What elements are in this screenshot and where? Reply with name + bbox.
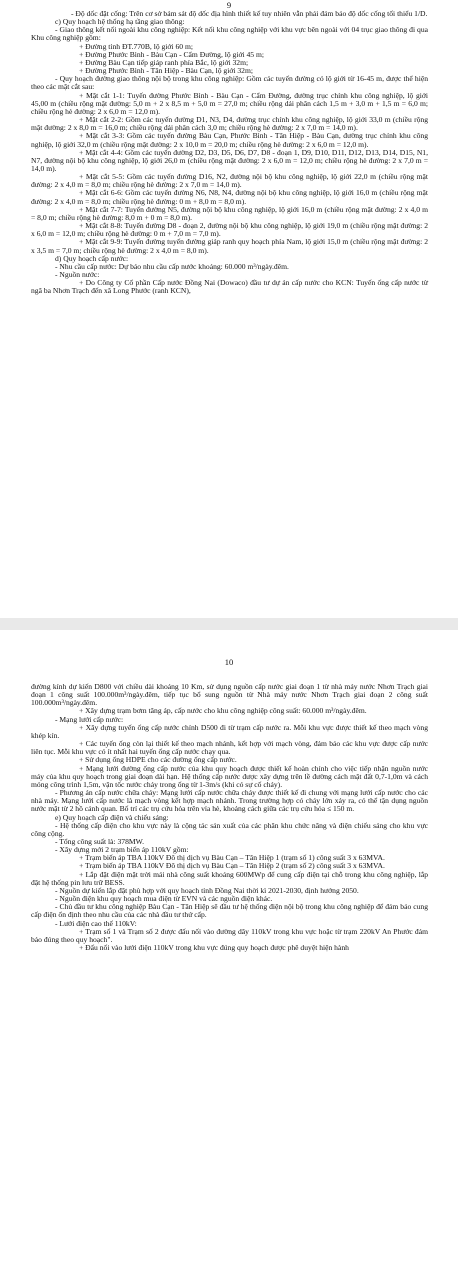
paragraph: - Nguồn nước: <box>55 270 100 279</box>
page-body <box>31 683 428 952</box>
paragraph: d) Quy hoạch cấp nước: <box>55 253 129 263</box>
paragraph: + Đường Bàu Cạn tiếp giáp ranh phía Bắc, lộ giới 32m; <box>79 57 249 67</box>
paragraph: - Giao thông kết nối ngoài khu công nghiệp: Kết nối khu công nghiệp với khu vực bên ngoài với 04 trục giao thông đi qua Khu công nghiệp gồm: <box>31 25 428 43</box>
paragraph: + Đường tỉnh ĐT.770B, lộ giới 60 m; <box>79 41 193 51</box>
paragraph: - Tổng công suất là: 378MW. <box>55 836 145 846</box>
paragraph: + Mặt cắt 3-3: Gồm các tuyến đường Bàu Cạn, Phước Bình - Tân Hiệp - Bàu Cạn, đường trục chính khu công nghiệp, lộ giới 32,0 m (chiều rộng mặt đường: 2 x 10,0 m = 20,0 m; chiều rộng hè đường: 2 x 6,0 m = 12,0 m). <box>31 131 428 149</box>
paragraph: + Do Công ty Cổ phần Cấp nước Đồng Nai (Dowaco) đầu tư dự án cấp nước cho KCN: Tuyến ống cấp nước từ ngã ba Nhơn Trạch đến xã Long Phước (ranh KCN), <box>31 278 428 296</box>
page-body <box>31 10 428 295</box>
paragraph: + Đấu nối vào lưới điện 110kV trong khu vực đúng quy hoạch được phê duyệt hiện hành <box>79 943 349 952</box>
paragraph: + Mặt cắt 1-1: Tuyến đường Phước Bình - Bàu Cạn - Cẩm Đường, đường trục chính khu công nghiệp, lộ giới 45,00 m (chiều rộng mặt đường: 5,0 m + 2 x 8,5 m + 5,0 m = 27,0 m; chiều rộng dải phân cách 1,5 m + 3,0 m + 1,5 m = 6,0 m; chiều rộng hè đường: 2 x 6,0 m = 12,0 m). <box>31 90 428 116</box>
paragraph: + Mặt cắt 9-9: Tuyến đường tuyến đường giáp ranh quy hoạch phía Nam, lộ giới 15,0 m (chiều rộng mặt đường: 2 x 3,5 m = 7,0 m; chiều rộng hè đường: 2 x 4,0 m = 8,0 m). <box>31 237 428 255</box>
paragraph: + Đường Phước Bình - Tân Hiệp - Bàu Cạn, lộ giới 32m; <box>79 66 253 76</box>
paragraph: + Các tuyến ống còn lại thiết kế theo mạch nhánh, kết hợp với mạch vòng, đảm bảo các khu vực được cấp nước liên tục. Mỗi khu vực có ít nhất hai tuyến ống cấp nước chạy qua. <box>31 739 428 757</box>
paragraph: - Mạng lưới cấp nước: <box>55 714 124 724</box>
paragraph: + Sử dụng ống HDPE cho các đường ống cấp nước. <box>79 755 237 765</box>
paragraph: - Nguồn dự kiến lắp đặt phù hợp với quy hoạch tỉnh Đồng Nai thời kì 2021-2030, định hướng 2050. <box>55 885 359 895</box>
paragraph: c) Quy hoạch hệ thống hạ tầng giao thông: <box>55 17 185 27</box>
paragraph: + Xây dựng tuyến ống cấp nước chính D500 đi từ trạm cấp nước ra. Mỗi khu vực được thiết kế theo mạch vòng khép kín. <box>31 722 428 740</box>
paragraph: - Nguồn điện khu quy hoạch mua điện từ EVN và các nguồn điện khác. <box>55 894 273 904</box>
paragraph: + Đường Phước Bình - Bàu Cạn - Cẩm Đường, lộ giới 45 m; <box>79 49 264 59</box>
paragraph: - Lưới điện cao thế 110kV: <box>55 918 137 928</box>
paragraph: - Hệ thống cấp điện cho khu vực này là cộng tác sản xuất của các phân khu chức năng và điện chiếu sáng cho khu vực công cộng. <box>31 820 428 838</box>
paragraph: + Trạm số 1 và Trạm số 2 được đấu nối vào đường dây 110kV trong khu vực hoặc từ trạm 220kV An Phước đảm bảo đúng theo quy hoạch". <box>31 926 428 944</box>
paragraph: - Quy hoạch đường giao thông nội bộ trong khu công nghiệp: Gồm các tuyến đường có lộ giới từ 16-45 m, được thể hiện theo các mặt cắt sau: <box>31 74 428 92</box>
paragraph: + Mặt cắt 7-7: Tuyến đường N5, đường nội bộ khu công nghiệp, lộ giới 16,0 m (chiều rộng mặt đường: 2 x 4,0 m = 8,0 m; chiều rộng hè đường: 8,0 m + 0 m = 8,0 m). <box>31 204 428 222</box>
page-number: 9 <box>226 0 232 10</box>
paragraph: + Lắp đặt điện mặt trời mái nhà công suất khoảng 600MWp để cung cấp điện tại chỗ trong khu công nghiệp, lắp đặt hệ thống pin lưu trữ BESS. <box>31 869 428 887</box>
paragraph: + Mạng lưới đường ống cấp nước của khu quy hoạch được thiết kế hoàn chỉnh cho việc tiếp nhận nguồn nước máy của khu quy hoạch trong giai đoạn dài hạn. Hệ thống cấp nước được xây dựng trên lề đường cách mặt đất 0,7-1,0m và cách móng công trình 1,5m, vận tốc nước chảy trong ống từ 1-3m/s (khi có sự cố cháy). <box>31 763 428 789</box>
paragraph: + Xây dựng trạm bơm tăng áp, cấp nước cho khu công nghiệp công suất: 60.000 m³/ngày.đêm. <box>79 706 367 716</box>
paragraph: e) Quy hoạch cấp điện và chiếu sáng: <box>55 812 169 822</box>
paragraph: + Trạm biến áp TBA 110kV Đô thị dịch vụ Bàu Cạn – Tân Hiệp 1 (trạm số 1) công suất 3 x 63MVA. <box>79 853 385 863</box>
paragraph: + Mặt cắt 4-4: Gồm các tuyến đường D2, D3, D5, D6, D7, D8 - đoạn 1, D9, D10, D11, D12, D13, D14, D15, N1, N7, đường nội bộ khu công nghiệp, lộ giới 26,0 m (chiều rộng mặt đường: 2 x 6,0 m = 12,0 m; chiều rộng hè đường: 2 x 7,0 m = 14,0 m). <box>31 147 428 173</box>
paragraph: + Mặt cắt 6-6: Gồm các tuyến đường N6, N8, N4, đường nội bộ khu công nghiệp, lộ giới 16,0 m (chiều rộng mặt đường: 2 x 4,0 m = 8,0 m; chiều rộng hè đường: 0 m + 8,0 m = 8,0 m). <box>31 188 428 206</box>
paragraph: + Trạm biến áp TBA 110kV Đô thị dịch vụ Bàu Cạn – Tân Hiệp 2 (trạm số 2) công suất 3 x 63MVA. <box>79 861 385 871</box>
paragraph: đường kính dự kiến D800 với chiều dài khoảng 10 Km, sử dụng nguồn cấp nước giai đoạn 1 từ nhà máy nước Nhơn Trạch giai đoạn 1 công suất 100.000m³/ngày.đêm, tiếp tục bổ sung nguồn từ Nhà máy nước Nhơn Trạch giai đoạn 2 công suất 100.000m³/ngày.đêm. <box>31 682 428 708</box>
paragraph: - Chủ đầu tư khu công nghiệp Bàu Cạn - Tân Hiệp sẽ đầu tư hệ thống điện nội bộ trong khu công nghiệp để đảm bảo cung cấp điện ổn định theo nhu cầu của các nhà đầu tư thứ cấp. <box>31 902 428 920</box>
document-page-9 <box>0 0 458 618</box>
paragraph: - Phương án cấp nước chữa cháy: Mạng lưới cấp nước chữa cháy được thiết kế đi chung với mạng lưới cấp nước cho các nhà máy. Mạng lưới cấp nước là mạch vòng kết hợp mạch nhánh. Trong trường hợp có cháy lớn xảy ra, có thể tận dụng nguồn nước mặt từ 2 hồ cảnh quan. Bố trí các trụ cứu hỏa trên vỉa hè, khoảng cách giữa các trụ cứu hỏa ≤ 150 m. <box>31 788 428 814</box>
document-page-10 <box>0 630 458 1266</box>
paragraph: - Nhu cầu cấp nước: Dự báo nhu cầu cấp nước khoảng: 60.000 m³/ngày.đêm. <box>55 261 289 271</box>
page-number: 10 <box>224 657 234 667</box>
paragraph: + Mặt cắt 8-8: Tuyến đường D8 - đoạn 2, đường nội bộ khu công nghiệp, lộ giới 19,0 m (chiều rộng mặt đường: 2 x 6,0 m = 12,0 m; chiều rộng hè đường: 0 m + 7,0 m = 7,0 m). <box>31 221 428 239</box>
paragraph: - Xây dựng mới 2 trạm biến áp 110kV gồm: <box>55 845 189 855</box>
paragraph: + Mặt cắt 5-5: Gồm các tuyến đường D16, N2, đường nội bộ khu công nghiệp, lộ giới 22,0 m (chiều rộng mặt đường: 2 x 4,0 m = 8,0 m; chiều rộng hè đường: 2 x 7,0 m = 14,0 m). <box>31 172 428 190</box>
paragraph: + Mặt cắt 2-2: Gồm các tuyến đường D1, N3, D4, đường trục chính khu công nghiệp, lộ giới 33,0 m (chiều rộng mặt đường: 2 x 8,0 m = 16,0 m; chiều rộng dải phân cách 3,0 m; chiều rộng hè đường: 2 x 7,0 m = 14,0 m). <box>31 115 428 133</box>
paragraph: - Độ dốc đặt cống: Trên cơ sở bám sát độ dốc địa hình thiết kế tuy nhiên vẫn phải đảm bảo độ dốc cống tối thiểu 1/D. <box>71 9 428 18</box>
